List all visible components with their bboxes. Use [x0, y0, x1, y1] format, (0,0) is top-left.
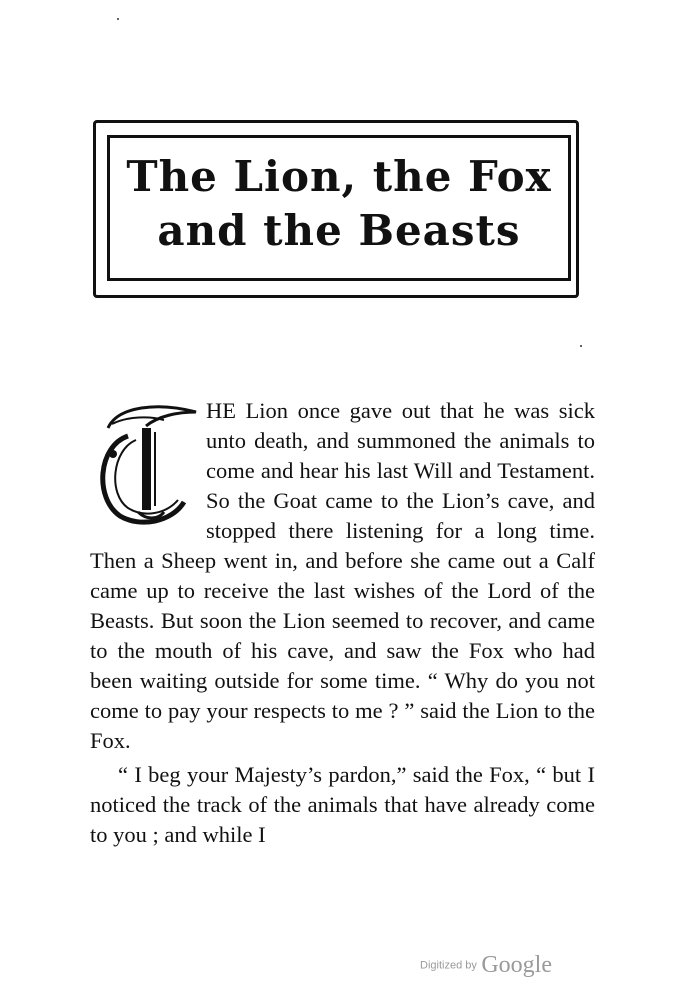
fable-text — [90, 396, 595, 850]
drop-cap-t-icon — [88, 398, 198, 528]
drop-cap-letter — [88, 398, 89, 428]
drop-cap-initial — [88, 398, 198, 528]
title-line-1: The Lion, the Fox — [126, 152, 552, 201]
watermark-prefix: Digitized by — [420, 959, 477, 972]
title-line-2: and the Beasts — [157, 206, 521, 255]
paragraph-1: HE Lion once gave out that he was sick unto death, and summoned the animals to come and hear his last Will and Testament. So the Goat came to the Lion’s cave, and stopped there listening for a long time. Then a Sheep went in, and before she came out a Calf came up to receive the last wishes of the Lord of the Beasts. But soon the Lion seemed to recover, and came to the mouth of his cave, and saw the Fox who had been waiting outside for some time. “ Why do you not come to pay your respects to me ? ” said the Lion to the Fox. — [90, 398, 595, 753]
paragraph-2: “ I beg your Majesty’s pardon,” said the Fox, “ but I noticed the track of the animals that have already come to you ; and while I — [90, 762, 595, 847]
google-watermark — [420, 952, 552, 979]
page-speck — [117, 18, 119, 20]
page-speck — [580, 345, 582, 347]
watermark-brand: Google — [481, 952, 552, 978]
